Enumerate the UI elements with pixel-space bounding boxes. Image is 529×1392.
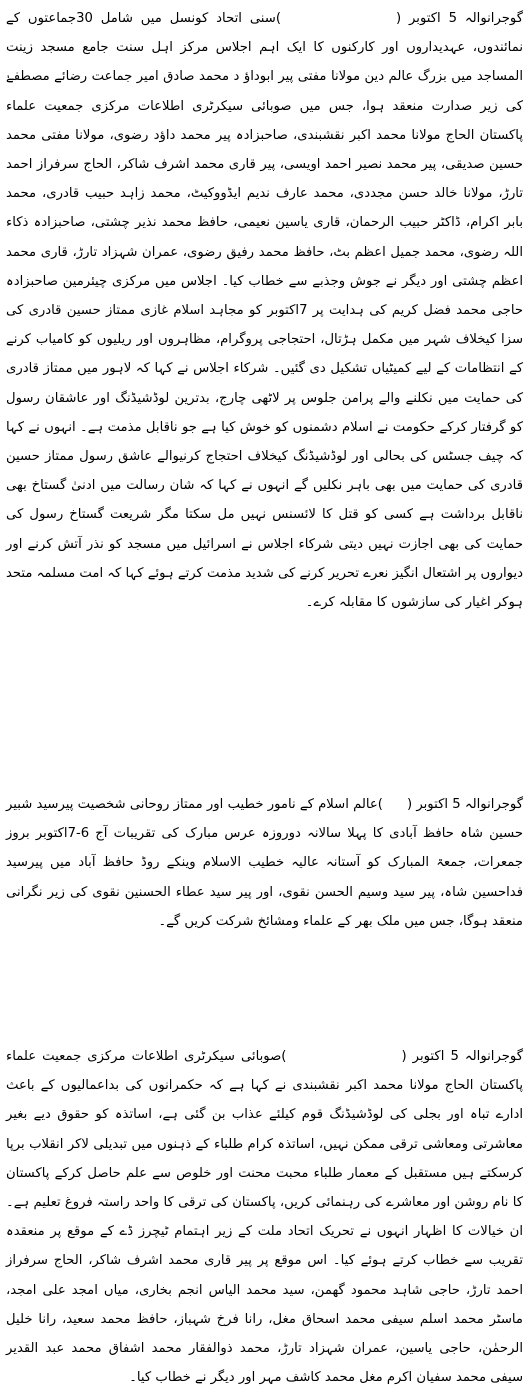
article-3-body: )صوبائی سیکرٹری اطلاعات مرکزی جمعیت علماء پاکستان الحاج مولانا محمد اکبر نقشبندی نے کہا ہے کہ حکمرانوں کی بداعمالیوں کے باعث ادارے تباہ اور بجلی کی لوڈشیڈنگ قوم کیلئے عذاب بن گئی ہے، اساتذہ کو حقوق دیے بغیر معاشرتی ومعاشی ترقی ممکن نہیں، اساتذہ کرام طلباء کے ذہنوں میں تبدیلی لاکر انقلاب برپا کرسکتے ہیں مستقبل کے معمار طلباء محبت محنت اور خلوص سے علم حاصل کرکے پاکستان کا نام روشن اور معاشرے کی رہنمائی کریں، پاکستان کی ترقی کا واحد راستہ فروغ تعلیم ہے۔ ان خیالات کا اظہار انہوں نے تحریک اتحاد ملت کے زیر اہتمام ٹیچرز ڈے کے موقع پر منعقدہ تقریب سے خطاب کرتے ہوئے کیا۔ اس موقع پر پیر قاری محمد اشرف شاکر، الحاج سرفراز احمد تارڑ، حاجی شاہد محمود گھمن، سید محمد الیاس انجم بخاری، میاں امجد علی امجد، ماسٹر محمد اسلم سیفی محمد اسحاق مغل، رانا فرخ شہباز، حافظ محمد سعید، رانا خلیل الرحمٰن، حاجی یاسین، عمران شہزاد تارڑ، محمد ذوالفقار محمد اشفاق محمد عبد القدیر سیفی محمد سفیان اکرم مغل محمد کاشف مہر اور دیگر نے خطاب کیا۔: [6, 1049, 523, 1386]
news-article-1: [6, 4, 523, 617]
article-2-body: )عالم اسلام کے نامور خطیب اور ممتاز روحانی شخصیت پیرسید شبیر حسین شاہ حافظ آبادی کا پہلا سالانہ دوروزہ عرس مبارک کی تقریبات آج 6-7اکتوبر بروز جمعرات، جمعۃ المبارک کو آستانہ عالیہ خطیب الاسلام وینکے روڈ حافظ آباد میں پیرسید فداحسین شاہ، پیر سید وسیم الحسن نقوی، اور پیر سید عطاء الحسنین نقوی کی زیر نگرانی منعقد ہوگا، جس میں ملک بھر کے علماء ومشائخ شرکت کریں گے۔: [6, 797, 524, 929]
article-3-dateline: گوجرانوالہ 5 اکتوبر (: [401, 1049, 523, 1064]
article-2-dateline: گوجرانوالہ 5 اکتوبر (: [406, 797, 523, 812]
news-article-3: [6, 1042, 523, 1392]
news-article-2: [6, 790, 523, 936]
article-1-dateline: گوجرانوالہ 5 اکتوبر (: [395, 11, 523, 26]
article-1-body: )سنی اتحاد کونسل میں شامل 30جماعتوں کے نمائندوں، عہدیداروں اور کارکنوں کا ایک اہم اجلاس مرکز اہل سنت جامع مسجد زینت المساجد میں بزرگ عالم دین مولانا مفتی پیر ابوداؤ د محمد صادق امیر جماعت رضائے مصطفےٰ کی زیر صدارت منعقد ہوا، جس میں صوبائی سیکرٹری اطلاعات مرکزی جمعیت علماء پاکستان الحاج مولانا محمد اکبر نقشبندی، صاحبزادہ پیر محمد داؤد رضوی، مولانا مفتی محمد حسین صدیقی، پیر محمد نصیر احمد اویسی، پیر قاری محمد اشرف شاکر، الحاج سرفراز احمد تارڑ، مولانا خالد حسن مجددی، محمد عارف ندیم ایڈووکیٹ، محمد زاہد حبیب قادری، محمد بابر اکرام، ڈاکٹر حبیب الرحمان، قاری یاسین نعیمی، حافظ محمد نذیر چشتی، صاحبزادہ ذکاء اللہ رضوی، محمد جمیل اعظم بٹ، حافظ محمد رفیق رضوی، عمران شہزاد تارڑ، قاری محمد اعظم چشتی اور دیگر نے جوش وجذبے سے خطاب کیا۔ اجلاس میں مرکزی چیئرمین صاحبزادہ حاجی محمد فضل کریم کی ہدایت پر 7اکتوبر کو مجاہد اسلام غازی ممتاز حسین قادری کی سزا کیخلاف شہر میں مکمل ہڑتال، احتجاجی پروگرام، مظاہروں اور ریلیوں کو کامیاب کرنے کے انتظامات کے لیے کمیٹیاں تشکیل دی گئیں۔ شرکاء اجلاس نے کہا کہ لاہور میں ممتاز قادری کی حمایت میں نکلنے والے پرامن جلوس پر لاٹھی چارج، بدترین لوڈشیڈنگ اور عاشقان رسول کو گرفتار کرکے حکومت نے اسلام دشمنوں کو خوش کیا ہے جو ناقابل مذمت ہے۔ انہوں نے کہا کہ چیف جسٹس کی بحالی اور لوڈشیڈنگ کیخلاف احتجاج کرنیوالے عاشق رسول ممتاز حسین قادری کی حمایت میں بھی باہر نکلیں گے انہوں نے کہا کہ شان رسالت میں ادنیٰ گستاخ بھی ناقابل برداشت ہے کسی کو قتل کا لائسنس نہیں مل سکتا مگر شریعت گستاخ رسول کی حمایت کی بھی اجازت نہیں دیتی شرکاء اجلاس نے اسرائیل میں مسجد کو نذر آتش کرنے اور دیواروں پر اشتعال انگیز نعرے تحریر کرنے کی شدید مذمت کرتے ہوئے کہا کہ امت مسلمہ متحد ہوکر اغیار کی سازشوں کا مقابلہ کرے۔: [6, 11, 523, 611]
